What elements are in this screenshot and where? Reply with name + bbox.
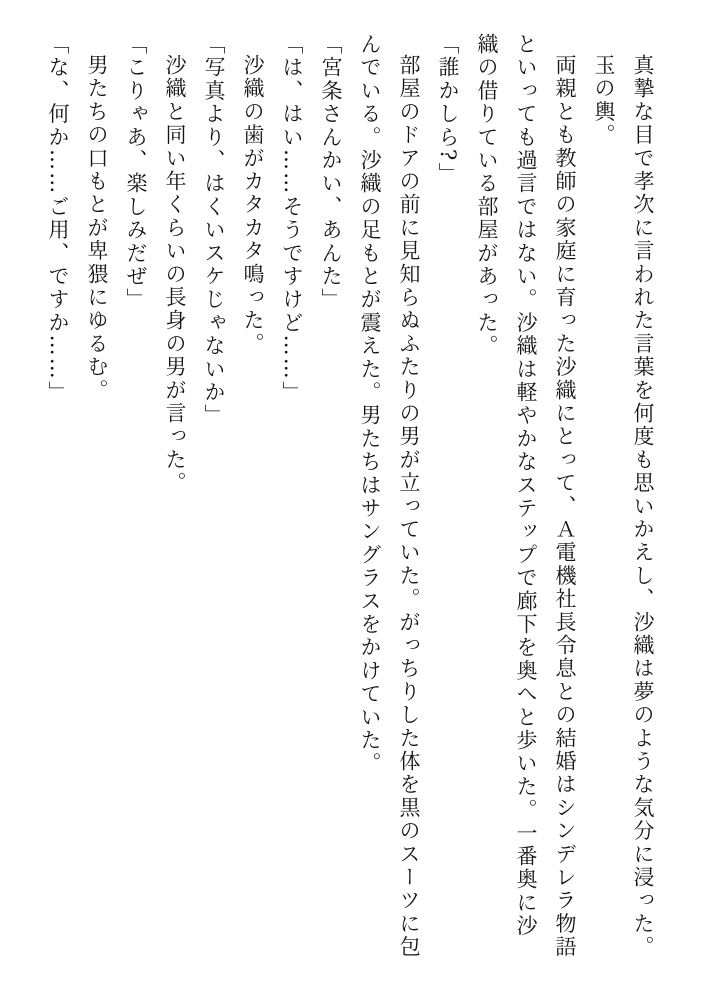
paragraph-narration: 男たちの口もとが卑猥にゆるむ。 — [85, 54, 109, 402]
paragraph-narration: 両親とも教師の家庭に育った沙織にとって、Ａ電機社長令息との結婚はシンデレラ物語といっても過言ではない。沙織は軽やかなステップで廊下を奥へと歩いた。一番奥に沙織の借りている部屋があった。 — [475, 33, 577, 959]
paragraph-narration: 真摯な目で孝次に言われた言葉を何度も思いかえし、沙織は夢のような気分に浸った。 — [631, 54, 655, 959]
paragraph-dialogue: 「写真より、はくいスケじゃないか」 — [202, 33, 226, 428]
paragraph-dialogue: 「な、何か……ご用、ですか……」 — [46, 33, 70, 405]
paragraph-narration: 沙織の歯がカタカタ鳴った。 — [241, 54, 265, 356]
paragraph-dialogue: 「誰かしら?」 — [436, 33, 460, 186]
paragraph-dialogue: 「こりゃあ、楽しみだぜ」 — [124, 33, 148, 312]
paragraph-narration: 玉の輿。 — [592, 54, 616, 147]
paragraph-narration: 沙織と同い年くらいの長身の男が言った。 — [163, 54, 187, 495]
paragraph-dialogue: 「宮条さんかい、あんた」 — [319, 33, 343, 312]
paragraph-narration: 部屋のドアの前に見知らぬふたりの男が立っていた。がっちりした体を黒のスーツに包んでいる。沙織の足もとが震えた。男たちはサングラスをかけていた。 — [358, 33, 421, 959]
vertical-text-body — [38, 33, 662, 960]
paragraph-dialogue: 「は、はい……そうですけど……」 — [280, 33, 304, 405]
